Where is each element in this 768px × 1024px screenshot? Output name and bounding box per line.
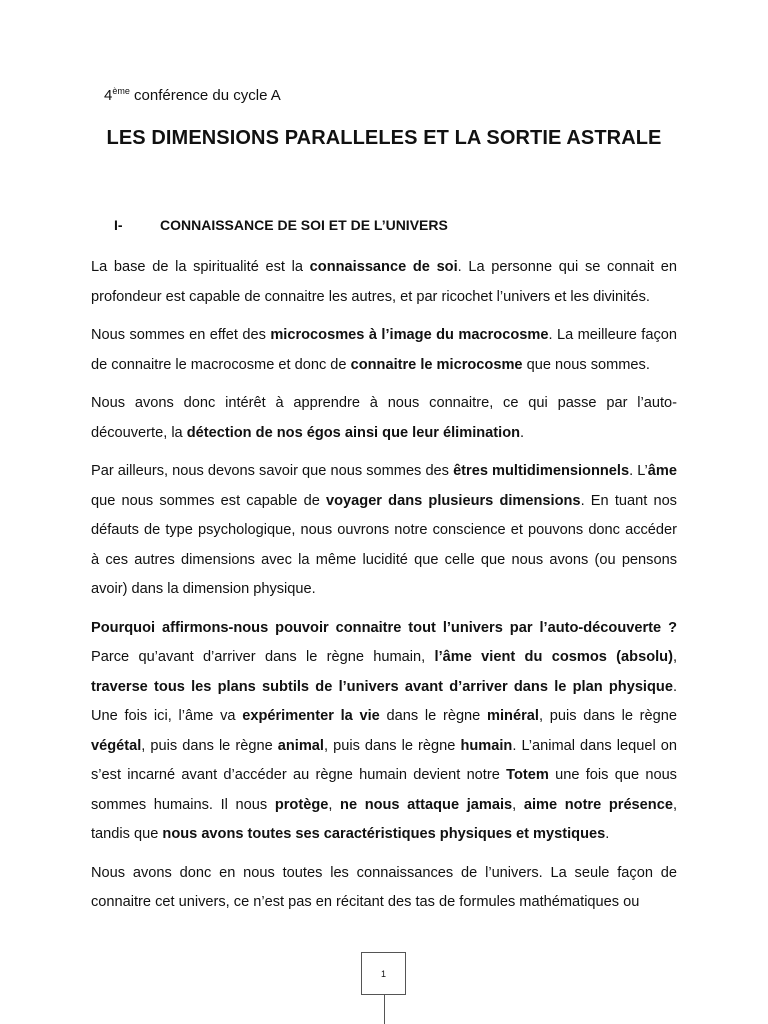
bold-text: animal xyxy=(277,737,324,754)
text-run: . L’animal dans lequel on s’est incarné avant d’accéder au règne humain devient notre xyxy=(91,737,677,783)
text-run: . xyxy=(605,826,610,842)
bold-text: êtres multidimensionnels xyxy=(453,463,630,479)
bold-text: Pourquoi affirmons-nous pouvoir connaitre tout l’univers par l’auto-découverte ? xyxy=(91,619,677,636)
paragraph xyxy=(91,457,677,605)
text-run: , puis dans le règne xyxy=(538,708,677,724)
paragraph xyxy=(91,321,677,380)
text-run: . La personne qui se connait en profondeur est capable de connaitre les autres, et par ricochet l’univers et les divinités. xyxy=(91,259,677,305)
paragraph xyxy=(91,859,677,918)
text-run: une fois que nous sommes humains. Il nous xyxy=(91,767,677,813)
text-run: . La meilleure façon de connaitre le macrocosme et donc de xyxy=(91,327,677,373)
document-title: LES DIMENSIONS PARALLELES ET LA SORTIE ASTRALE xyxy=(106,127,662,149)
page-number-box xyxy=(361,952,406,995)
conference-label: conférence du cycle A xyxy=(129,87,281,104)
bold-text: traverse tous les plans subtils de l’univers avant d’arriver dans le plan physique xyxy=(91,678,673,695)
text-run: , xyxy=(328,796,341,813)
text-run: . L’ xyxy=(629,463,648,479)
paragraph xyxy=(91,389,677,448)
bold-text: âme xyxy=(647,463,677,479)
bold-text: expérimenter la vie xyxy=(242,708,380,724)
text-run: , xyxy=(512,796,524,813)
page-number: 1 xyxy=(380,969,386,979)
text-run: que nous sommes. xyxy=(522,356,650,373)
paragraph xyxy=(91,253,677,312)
bold-text: Totem xyxy=(506,767,549,783)
conference-subtitle xyxy=(104,86,281,106)
section-title: CONNAISSANCE DE SOI ET DE L’UNIVERS xyxy=(160,217,448,233)
bold-text: humain xyxy=(460,737,513,754)
bold-text: microcosmes à l’image du macrocosme xyxy=(270,327,549,343)
text-run: dans le règne xyxy=(379,708,488,724)
conference-number: 4 xyxy=(104,87,113,104)
text-run: Nous avons donc intérêt à apprendre à nous connaitre, ce qui passe par l’auto-découverte, la xyxy=(91,395,677,441)
bold-text: aime notre présence xyxy=(523,796,673,813)
conference-ordinal-suffix: ème xyxy=(112,86,130,96)
bold-text: voyager dans plusieurs dimensions xyxy=(326,492,581,509)
text-run: Par ailleurs, nous devons savoir que nous sommes des xyxy=(91,463,454,479)
bold-text: l’âme vient du cosmos (absolu) xyxy=(434,649,673,665)
bold-text: nous avons toutes ses caractéristiques physiques et mystiques xyxy=(162,826,606,842)
text-run: Nous sommes en effet des xyxy=(91,327,271,343)
bold-text: détection de nos égos ainsi que leur élimination xyxy=(186,424,521,441)
document-body xyxy=(91,253,677,927)
text-run: Nous avons donc en nous toutes les connaissances de l’univers. La seule façon de connaitre cet univers, ce n’est pas en récitant des tas de formules mathématiques ou xyxy=(91,864,677,910)
bold-text: minéral xyxy=(487,708,539,724)
section-number: I- xyxy=(114,217,123,233)
section-heading xyxy=(114,217,448,233)
text-run: , puis dans le règne xyxy=(323,737,461,754)
footer-rule xyxy=(384,995,385,1024)
text-run: que nous sommes est capable de xyxy=(91,492,327,509)
bold-text: végétal xyxy=(91,737,142,754)
paragraph xyxy=(91,614,677,850)
text-run: , puis dans le règne xyxy=(141,737,278,754)
text-run: , xyxy=(672,649,677,665)
bold-text: connaitre le microcosme xyxy=(350,356,523,373)
bold-text: protège xyxy=(274,796,329,813)
text-run: . xyxy=(520,424,525,441)
text-run: La base de la spiritualité est la xyxy=(91,259,310,275)
text-run: . En tuant nos défauts de type psychologique, nous ouvrons notre conscience et pouvons donc accéder à ces autres dimensions avec la même lucidité que celle que nous avons (ou pensons avoir) dans la dimension physique. xyxy=(91,492,677,597)
bold-text: ne nous attaque jamais xyxy=(340,796,513,813)
text-run: . Une fois ici, l’âme va xyxy=(91,678,677,724)
bold-text: connaissance de soi xyxy=(309,259,458,275)
text-run: Parce qu’avant d’arriver dans le règne humain, xyxy=(91,649,435,665)
text-run: , tandis que xyxy=(91,796,678,842)
